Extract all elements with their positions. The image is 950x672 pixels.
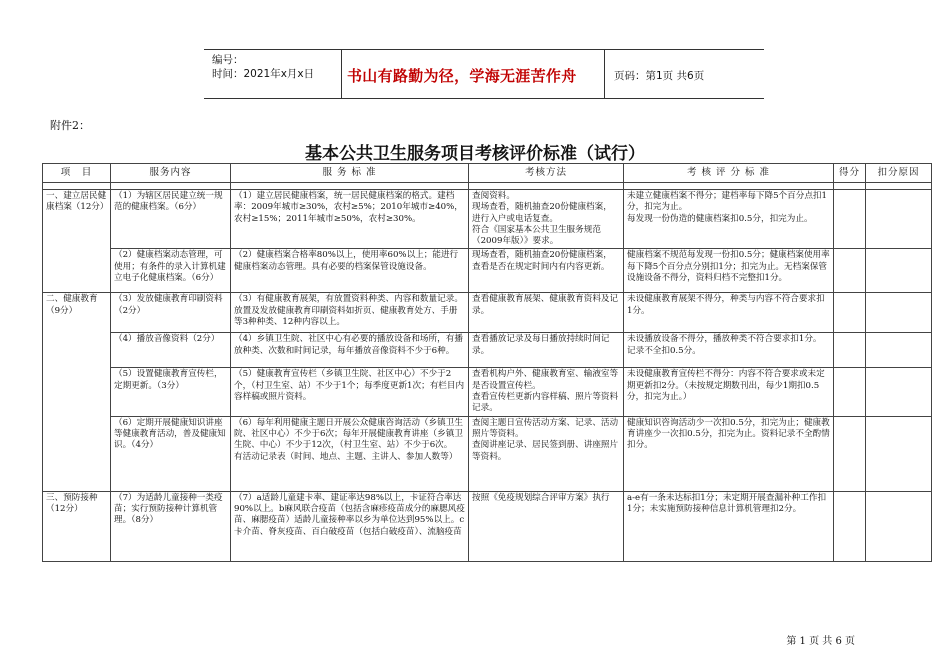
standard-cell: （5）健康教育宣传栏（乡镇卫生院、社区中心）不少于2个，（村卫生室、站）不少于1个；每季度更新1次；有栏目内容样稿或照片资料。 bbox=[231, 368, 469, 416]
attachment-label: 附件2： bbox=[50, 119, 90, 132]
table-row bbox=[43, 190, 932, 249]
standard-cell: （1）建立居民健康档案，统一居民健康档案的格式。建档率：2009年城市≥30%，农村≥5%；2010年城市≥40%，农村≥15%；2011年城市≥50%，农村≥30%。 bbox=[231, 190, 469, 249]
column-header: 考核方法 bbox=[469, 164, 624, 183]
column-header: 服务内容 bbox=[111, 164, 231, 183]
content-cell: （4）播放音像资料（2分） bbox=[111, 333, 231, 368]
table-row bbox=[43, 491, 932, 561]
standard-cell: （7）a适龄儿童建卡率、建证率达98%以上，卡证符合率达90%以上。b麻风联合疫苗（包括含麻疹疫苗成分的麻腮风疫苗、麻腮疫苗）适龄儿童接种率以乡为单位达到95%以上。c卡介苗、脊灰疫苗、百白破疫苗（包括白破疫苗）、流脑疫苗 bbox=[231, 491, 469, 561]
standard-cell: （6）每年利用健康主题日开展公众健康咨询活动（乡镇卫生院、社区中心）不少于6次；每年开展健康教育讲座（乡镇卫生院、中心）不少于12次，（村卫生室、站）不少于6次。 有活动记录表（时间、地点、主题、主讲人、参加人数等） bbox=[231, 416, 469, 491]
motto: 书山有路勤为径，学海无涯苦作舟 bbox=[347, 67, 577, 85]
reason-cell bbox=[866, 416, 932, 491]
standard-cell: （3）有健康教育展架，有放置资料种类、内容和数量记录。放置及发放健康教育印刷资料如折页、健康教育处方、手册等3种种类、12种内容以上。 bbox=[231, 293, 469, 333]
column-header: 得分 bbox=[834, 164, 866, 183]
project-cell: 一、建立居民健康档案（12分） bbox=[43, 190, 111, 293]
score-cell bbox=[834, 249, 866, 293]
reason-cell bbox=[866, 190, 932, 249]
content-cell: （1）为辖区居民建立统一规范的健康档案。（6分） bbox=[111, 190, 231, 249]
reason-cell bbox=[866, 293, 932, 333]
standard-cell: （2）健康档案合格率80%以上，使用率60%以上；能进行健康档案动态管理。具有必要的档案保管设施设备。 bbox=[231, 249, 469, 293]
column-header: 考 核 评 分 标 准 bbox=[624, 164, 834, 183]
scoring-cell: 健康档案不规范每发现一份扣0.5分；健康档案使用率每下降5个百分点分别扣1分；扣完为止。无档案保管设施设备不得分，资料归档不完整扣1分。 bbox=[624, 249, 834, 293]
scoring-cell: 未建立健康档案不得分；建档率每下降5个百分点扣1分，扣完为止。 每发现一份伪造的健康档案扣0.5分，扣完为止。 bbox=[624, 190, 834, 249]
document-header bbox=[204, 49, 764, 99]
content-cell: （3）发放健康教育印刷资料（2分） bbox=[111, 293, 231, 333]
method-cell: 查阅资料。 现场查看，随机抽查20份健康档案，进行入户或电话复查。 符合《国家基本公共卫生服务规范（2009年版）》要求。 bbox=[469, 190, 624, 249]
reason-cell bbox=[866, 368, 932, 416]
table-header-row bbox=[43, 164, 932, 183]
scoring-cell: 健康知识咨询活动少一次扣0.5分，扣完为止；健康教育讲座少一次扣0.5分，扣完为止。资料记录不全酌情扣分。 bbox=[624, 416, 834, 491]
project-cell: 三、预防接种（12分） bbox=[43, 491, 111, 561]
header-divider bbox=[604, 50, 605, 98]
score-cell bbox=[834, 368, 866, 416]
page-footer: 第 1 页 共 6 页 bbox=[786, 636, 855, 647]
table-row bbox=[43, 368, 932, 416]
table-row bbox=[43, 333, 932, 368]
content-cell: （7）为适龄儿童接种一类疫苗；实行预防接种计算机管理。（8分） bbox=[111, 491, 231, 561]
reason-cell bbox=[866, 249, 932, 293]
content-cell: （2）健康档案动态管理，可使用；有条件的录入计算机建立电子化健康档案。（6分） bbox=[111, 249, 231, 293]
assessment-table bbox=[42, 163, 932, 562]
score-cell bbox=[834, 491, 866, 561]
scoring-cell: a-e有一条未达标扣1分；未定期开展查漏补种工作扣1分；未实施预防接种信息计算机管理扣2分。 bbox=[624, 491, 834, 561]
spacer-row bbox=[43, 183, 932, 190]
standard-cell: （4）乡镇卫生院、社区中心有必要的播放设备和场所，有播放种类、次数和时间记录，每年播放音像资料不少于6种。 bbox=[231, 333, 469, 368]
header-meta bbox=[212, 53, 314, 81]
column-header: 项 目 bbox=[43, 164, 111, 183]
header-divider bbox=[341, 50, 342, 98]
score-cell bbox=[834, 416, 866, 491]
method-cell: 查看播放记录及每日播放持续时间记录。 bbox=[469, 333, 624, 368]
scoring-cell: 未设播放设备不得分，播放种类不符合要求扣1分。 记录不全扣0.5分。 bbox=[624, 333, 834, 368]
score-cell bbox=[834, 333, 866, 368]
method-cell: 查看机构户外、健康教育室、输液室等是否设置宣传栏。 查看宣传栏更新内容样稿、照片等资料记录。 bbox=[469, 368, 624, 416]
column-header: 扣分原因 bbox=[866, 164, 932, 183]
column-header: 服 务 标 准 bbox=[231, 164, 469, 183]
score-cell bbox=[834, 293, 866, 333]
method-cell: 按照《免疫规划综合评审方案》执行 bbox=[469, 491, 624, 561]
reason-cell bbox=[866, 333, 932, 368]
scoring-cell: 未设健康教育宣传栏不得分：内容不符合要求或未定期更新扣2分。（未按规定期数刊出，每少1期扣0.5分，扣完为止。） bbox=[624, 368, 834, 416]
project-cell: 二、健康教育（9分） bbox=[43, 293, 111, 491]
method-cell: 现场查看，随机抽查20份健康档案，查看是否在规定时间内有内容更新。 bbox=[469, 249, 624, 293]
content-cell: （6）定期开展健康知识讲座等健康教育活动，普及健康知识。（4分） bbox=[111, 416, 231, 491]
table-row bbox=[43, 249, 932, 293]
method-cell: 查阅主题日宣传活动方案、记录、活动照片等资料。 查阅讲座记录、居民签到册、讲座照片等资料。 bbox=[469, 416, 624, 491]
time-label: 时间：2021年x月x日 bbox=[212, 68, 315, 80]
table-row bbox=[43, 293, 932, 333]
score-cell bbox=[834, 190, 866, 249]
reason-cell bbox=[866, 491, 932, 561]
method-cell: 查看健康教育展架、健康教育资料及记录。 bbox=[469, 293, 624, 333]
content-cell: （5）设置健康教育宣传栏，定期更新。（3分） bbox=[111, 368, 231, 416]
page-code: 页码：第1页 共6页 bbox=[614, 70, 705, 82]
code-label: 编号： bbox=[212, 54, 244, 66]
scoring-cell: 未设健康教育展架不得分，种类与内容不符合要求扣1分。 bbox=[624, 293, 834, 333]
page-title: 基本公共卫生服务项目考核评价标准（试行） bbox=[305, 144, 645, 164]
table-row bbox=[43, 416, 932, 491]
